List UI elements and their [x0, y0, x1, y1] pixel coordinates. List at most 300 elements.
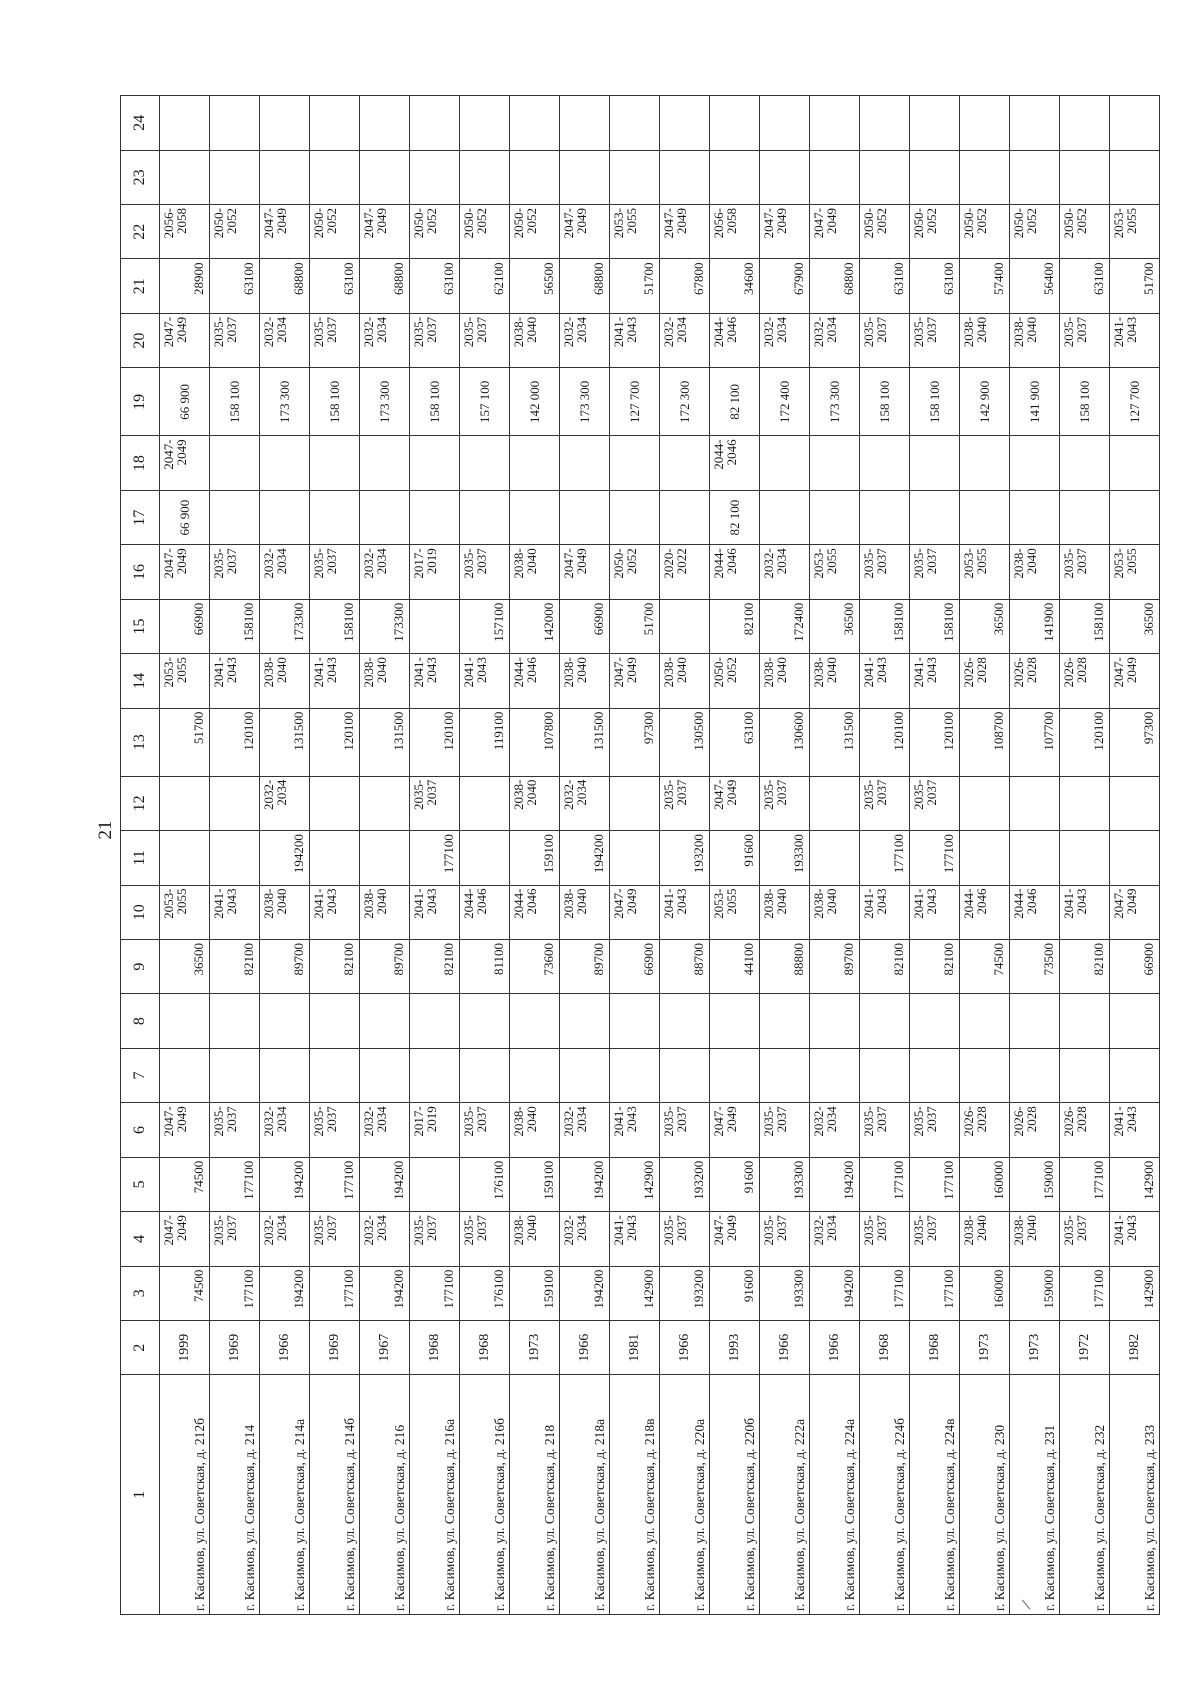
table-cell: 176100: [460, 1157, 510, 1211]
table-cell: 2032-2034: [260, 545, 310, 599]
table-cell: 173 300: [560, 368, 610, 436]
table-cell: [510, 490, 560, 544]
table-cell: 177100: [910, 831, 960, 885]
table-row: [1110, 96, 1160, 1615]
table-cell: 2038-2040: [510, 1103, 560, 1157]
table-cell: [860, 994, 910, 1048]
table-cell: 73500: [1010, 939, 1060, 993]
table-cell: 2035-2037: [860, 1212, 910, 1266]
table-cell: 82 100: [710, 490, 760, 544]
table-cell: 2035-2037: [410, 1212, 460, 1266]
table-cell: 193200: [660, 1157, 710, 1211]
table-cell: [460, 150, 510, 204]
address-cell: г. Касимов, ул. Советская, д. 214: [210, 1375, 260, 1615]
table-cell: 2047-2049: [560, 205, 610, 259]
table-cell: 2050-2052: [910, 205, 960, 259]
table-cell: 2047-2049: [160, 313, 210, 367]
table-cell: [810, 436, 860, 490]
table-cell: [910, 490, 960, 544]
table-cell: 2032-2034: [360, 1103, 410, 1157]
table-cell: 2044-2046: [960, 885, 1010, 939]
table-cell: 1968: [860, 1321, 910, 1375]
table-cell: [1060, 490, 1110, 544]
table-cell: 68800: [360, 259, 410, 313]
table-row: [560, 96, 610, 1615]
table-cell: 2041-2043: [460, 654, 510, 708]
table-cell: [560, 96, 610, 151]
table-cell: [1110, 1048, 1160, 1102]
table-cell: 2032-2034: [260, 1212, 310, 1266]
table-cell: 34600: [710, 259, 760, 313]
table-cell: 67900: [760, 259, 810, 313]
table-cell: 177100: [1060, 1266, 1110, 1320]
table-cell: [410, 599, 460, 653]
table-cell: [460, 436, 510, 490]
table-cell: 194200: [560, 831, 610, 885]
table-cell: [360, 994, 410, 1048]
table-cell: 1981: [610, 1321, 660, 1375]
table-cell: 89700: [360, 939, 410, 993]
table-cell: 2047-2049: [760, 205, 810, 259]
table-cell: 2053-2055: [1110, 205, 1160, 259]
address-cell: г. Касимов, ул. Советская, д. 232: [1060, 1375, 1110, 1615]
table-cell: 2032-2034: [360, 545, 410, 599]
table-cell: 2041-2043: [410, 885, 460, 939]
table-cell: 2041-2043: [610, 313, 660, 367]
table-cell: 2038-2040: [1010, 545, 1060, 599]
table-cell: 1968: [410, 1321, 460, 1375]
table-cell: 142000: [510, 599, 560, 653]
table-cell: 82100: [210, 939, 260, 993]
table-cell: 2032-2034: [560, 313, 610, 367]
table-cell: [1010, 490, 1060, 544]
table-cell: 63100: [710, 708, 760, 776]
column-header: 22: [121, 205, 160, 259]
table-cell: [1010, 436, 1060, 490]
table-cell: [710, 150, 760, 204]
column-header: 24: [121, 96, 160, 151]
table-cell: 2047-2049: [810, 205, 860, 259]
table-cell: [610, 776, 660, 830]
table-cell: 2047-2049: [160, 1212, 210, 1266]
table-cell: [360, 831, 410, 885]
table-cell: 68800: [810, 259, 860, 313]
column-header: 9: [121, 939, 160, 993]
table-cell: 2035-2037: [210, 1103, 260, 1157]
table-cell: 2032-2034: [810, 313, 860, 367]
table-cell: 1966: [810, 1321, 860, 1375]
table-cell: [1110, 490, 1160, 544]
column-header: 19: [121, 368, 160, 436]
table-cell: 142 900: [960, 368, 1010, 436]
table-cell: 2035-2037: [660, 1103, 710, 1157]
table-cell: 66900: [1110, 939, 1160, 993]
table-cell: [910, 96, 960, 151]
table-cell: 51700: [610, 599, 660, 653]
table-cell: 177100: [410, 1266, 460, 1320]
table-cell: [960, 96, 1010, 151]
table-cell: [860, 436, 910, 490]
table-cell: [510, 150, 560, 204]
table-cell: 66 900: [160, 490, 210, 544]
table-cell: 193300: [760, 1266, 810, 1320]
column-header: 20: [121, 313, 160, 367]
table-cell: [460, 490, 510, 544]
page-number: 21: [95, 820, 116, 840]
table-cell: 2041-2043: [1110, 1103, 1160, 1157]
table-cell: [910, 1048, 960, 1102]
table-cell: 63100: [310, 259, 360, 313]
table-cell: 2026-2028: [1010, 1103, 1060, 1157]
table-cell: [1060, 96, 1110, 151]
table-cell: 2035-2037: [660, 776, 710, 830]
table-cell: 2047-2049: [160, 1103, 210, 1157]
table-cell: 1973: [510, 1321, 560, 1375]
table-cell: 120100: [410, 708, 460, 776]
table-cell: 127 700: [610, 368, 660, 436]
table-cell: 2041-2043: [1110, 1212, 1160, 1266]
table-cell: 2032-2034: [560, 776, 610, 830]
table-cell: 2026-2028: [1010, 654, 1060, 708]
table-cell: [160, 96, 210, 151]
table-cell: 2047-2049: [710, 776, 760, 830]
table-cell: [160, 994, 210, 1048]
table-cell: 62100: [460, 259, 510, 313]
table-cell: 2038-2040: [510, 545, 560, 599]
table-cell: 1993: [710, 1321, 760, 1375]
table-cell: [610, 490, 660, 544]
table-cell: [510, 1048, 560, 1102]
table-cell: 91600: [710, 1266, 760, 1320]
table-cell: 2035-2037: [210, 313, 260, 367]
table-cell: [1010, 1048, 1060, 1102]
table-row: [810, 96, 860, 1615]
column-header: 17: [121, 490, 160, 544]
table-cell: 2044-2046: [710, 313, 760, 367]
table-cell: 66900: [610, 939, 660, 993]
table-cell: 2050-2052: [1060, 205, 1110, 259]
column-header: 15: [121, 599, 160, 653]
table-cell: 2044-2046: [460, 885, 510, 939]
table-cell: [160, 776, 210, 830]
table-cell: [760, 1048, 810, 1102]
table-cell: 176100: [460, 1266, 510, 1320]
table-row: [710, 96, 760, 1615]
column-header: 11: [121, 831, 160, 885]
column-header: 21: [121, 259, 160, 313]
table-cell: 2035-2037: [460, 1212, 510, 1266]
table-cell: [1110, 150, 1160, 204]
table-cell: [210, 150, 260, 204]
table-cell: 2041-2043: [310, 885, 360, 939]
table-cell: 2047-2049: [360, 205, 410, 259]
table-cell: [210, 831, 260, 885]
column-header: 10: [121, 885, 160, 939]
column-header: 12: [121, 776, 160, 830]
table-cell: 2041-2043: [410, 654, 460, 708]
address-cell: г. Касимов, ул. Советская, д. 216а: [410, 1375, 460, 1615]
table-cell: 36500: [960, 599, 1010, 653]
table-cell: 2035-2037: [460, 545, 510, 599]
table-cell: 120100: [1060, 708, 1110, 776]
table-cell: 2032-2034: [560, 1212, 610, 1266]
table-row: [660, 96, 710, 1615]
table-cell: [760, 150, 810, 204]
column-header: 6: [121, 1103, 160, 1157]
table-cell: [310, 1048, 360, 1102]
table-cell: 2050-2052: [610, 545, 660, 599]
table-cell: 63100: [860, 259, 910, 313]
table-cell: [210, 1048, 260, 1102]
table-cell: 2041-2043: [910, 885, 960, 939]
column-header: 5: [121, 1157, 160, 1211]
table-cell: 82100: [310, 939, 360, 993]
table-cell: [610, 831, 660, 885]
column-header: 2: [121, 1321, 160, 1375]
table-cell: 2047-2049: [160, 545, 210, 599]
table-cell: 2038-2040: [260, 885, 310, 939]
table-cell: [810, 1048, 860, 1102]
table-cell: [410, 490, 460, 544]
table-cell: 158100: [310, 599, 360, 653]
address-cell: г. Касимов, ул. Советская, д. 220а: [660, 1375, 710, 1615]
table-cell: 66 900: [160, 368, 210, 436]
column-header: 14: [121, 654, 160, 708]
address-cell: г. Касимов, ул. Советская, д. 218а: [560, 1375, 610, 1615]
table-cell: 2050-2052: [210, 205, 260, 259]
table-cell: [260, 490, 310, 544]
table-cell: [1060, 831, 1110, 885]
table-cell: 2035-2037: [860, 313, 910, 367]
address-cell: г. Касимов, ул. Советская, д. 222а: [760, 1375, 810, 1615]
table-cell: 2035-2037: [310, 313, 360, 367]
table-cell: 141900: [1010, 599, 1060, 653]
column-header: 4: [121, 1212, 160, 1266]
table-cell: [360, 96, 410, 151]
table-cell: 177100: [910, 1157, 960, 1211]
table-cell: [610, 96, 660, 151]
table-cell: 2035-2037: [460, 313, 510, 367]
table-cell: [360, 150, 410, 204]
table-cell: 160000: [960, 1157, 1010, 1211]
table-cell: 194200: [560, 1266, 610, 1320]
table-cell: [960, 436, 1010, 490]
table-cell: 1973: [1010, 1321, 1060, 1375]
table-cell: 2050-2052: [960, 205, 1010, 259]
table-cell: 1966: [660, 1321, 710, 1375]
table-cell: [160, 150, 210, 204]
table-cell: 2035-2037: [760, 1103, 810, 1157]
table-cell: 2038-2040: [260, 654, 310, 708]
table-cell: 131500: [810, 708, 860, 776]
table-cell: 177100: [1060, 1157, 1110, 1211]
table-cell: [560, 436, 610, 490]
table-cell: 120100: [910, 708, 960, 776]
table-cell: 89700: [560, 939, 610, 993]
table-cell: [860, 96, 910, 151]
table-cell: 159100: [510, 1266, 560, 1320]
table-cell: [1010, 831, 1060, 885]
table-cell: [1060, 436, 1110, 490]
table-cell: 2050-2052: [410, 205, 460, 259]
table-cell: [810, 994, 860, 1048]
table-cell: 2056-2058: [710, 205, 760, 259]
table-cell: [810, 831, 860, 885]
table-cell: [710, 96, 760, 151]
column-header: 3: [121, 1266, 160, 1320]
table-cell: [710, 1048, 760, 1102]
table-cell: 159100: [510, 1157, 560, 1211]
table-cell: 1968: [460, 1321, 510, 1375]
address-cell: г. Касимов, ул. Советская, д. 216: [360, 1375, 410, 1615]
table-cell: 142900: [610, 1266, 660, 1320]
table-row: [360, 96, 410, 1615]
table-cell: [760, 436, 810, 490]
table-cell: 97300: [1110, 708, 1160, 776]
table-cell: [360, 1048, 410, 1102]
table-cell: 173 300: [260, 368, 310, 436]
column-header: 8: [121, 994, 160, 1048]
table-cell: 51700: [160, 708, 210, 776]
table-cell: 2053-2055: [1110, 545, 1160, 599]
table-cell: 131500: [360, 708, 410, 776]
table-cell: [810, 490, 860, 544]
table-cell: 2041-2043: [210, 885, 260, 939]
table-cell: 2047-2049: [660, 205, 710, 259]
table-cell: 127 700: [1110, 368, 1160, 436]
table-cell: 194200: [560, 1157, 610, 1211]
table-cell: 82 100: [710, 368, 760, 436]
table-cell: 120100: [310, 708, 360, 776]
table-row: [160, 96, 210, 1615]
table-cell: 2053-2055: [960, 545, 1010, 599]
table-cell: 2032-2034: [260, 313, 310, 367]
table-cell: 2035-2037: [410, 313, 460, 367]
address-cell: г. Касимов, ул. Советская, д. 212б: [160, 1375, 210, 1615]
table-cell: 2041-2043: [610, 1103, 660, 1157]
table-cell: 2038-2040: [510, 313, 560, 367]
table-row: [860, 96, 910, 1615]
table-cell: 2047-2049: [610, 885, 660, 939]
table-cell: [1010, 96, 1060, 151]
table-cell: 2053-2055: [610, 205, 660, 259]
table-cell: 2035-2037: [1060, 545, 1110, 599]
table-cell: [810, 776, 860, 830]
table-cell: [310, 776, 360, 830]
column-header: 16: [121, 545, 160, 599]
table-cell: 158100: [210, 599, 260, 653]
table-cell: [260, 994, 310, 1048]
table-cell: [410, 96, 460, 151]
table-cell: 2038-2040: [960, 1212, 1010, 1266]
table-row: [510, 96, 560, 1615]
table-cell: 89700: [260, 939, 310, 993]
table-cell: 177100: [910, 1266, 960, 1320]
table-cell: 173 300: [810, 368, 860, 436]
table-cell: [1110, 831, 1160, 885]
table-cell: 159000: [1010, 1266, 1060, 1320]
table-cell: 194200: [260, 1157, 310, 1211]
table-cell: 2053-2055: [710, 885, 760, 939]
table-cell: [160, 831, 210, 885]
table-cell: 193300: [760, 831, 810, 885]
address-cell: г. Касимов, ул. Советская, д. 220б: [710, 1375, 760, 1615]
table-cell: 82100: [910, 939, 960, 993]
table-cell: [360, 436, 410, 490]
table-cell: [410, 1048, 460, 1102]
table-cell: 2041-2043: [1060, 885, 1110, 939]
table-cell: 120100: [210, 708, 260, 776]
table-cell: [210, 994, 260, 1048]
table-cell: 2026-2028: [1060, 1103, 1110, 1157]
table-cell: 63100: [910, 259, 960, 313]
table-cell: 2038-2040: [510, 1212, 560, 1266]
table-cell: [960, 1048, 1010, 1102]
table-cell: 2032-2034: [760, 545, 810, 599]
table-cell: 172400: [760, 599, 810, 653]
table-cell: 81100: [460, 939, 510, 993]
table-cell: [510, 96, 560, 151]
table-viewport: [120, 95, 1157, 1615]
table-cell: 2035-2037: [860, 776, 910, 830]
table-cell: 1968: [910, 1321, 960, 1375]
table-cell: 2041-2043: [860, 654, 910, 708]
table-cell: 57400: [960, 259, 1010, 313]
table-cell: 66900: [560, 599, 610, 653]
table-cell: 2026-2028: [1060, 654, 1110, 708]
table-cell: 158100: [1060, 599, 1110, 653]
table-cell: [760, 490, 810, 544]
table-cell: [960, 150, 1010, 204]
address-cell: г. Касимов, ул. Советская, д. 216б: [460, 1375, 510, 1615]
table-cell: 107700: [1010, 708, 1060, 776]
table-row: [210, 96, 260, 1615]
table-cell: 2035-2037: [760, 1212, 810, 1266]
table-cell: 36500: [810, 599, 860, 653]
table-cell: [210, 776, 260, 830]
table-cell: 194200: [260, 831, 310, 885]
table-cell: 2047-2049: [1110, 885, 1160, 939]
table-cell: 63100: [410, 259, 460, 313]
address-cell: г. Касимов, ул. Советская, д. 224б: [860, 1375, 910, 1615]
table-cell: 2056-2058: [160, 205, 210, 259]
table-cell: 2035-2037: [910, 313, 960, 367]
table-cell: 157 100: [460, 368, 510, 436]
table-cell: 2032-2034: [660, 313, 710, 367]
table-cell: 82100: [710, 599, 760, 653]
table-cell: 63100: [1060, 259, 1110, 313]
table-cell: 74500: [960, 939, 1010, 993]
table-cell: [610, 436, 660, 490]
table-cell: 1967: [360, 1321, 410, 1375]
table-cell: 177100: [310, 1266, 360, 1320]
table-cell: 158100: [910, 599, 960, 653]
table-cell: 82100: [410, 939, 460, 993]
table-row: [460, 96, 510, 1615]
table-cell: 2044-2046: [510, 654, 560, 708]
table-row: [1010, 96, 1060, 1615]
table-cell: [460, 1048, 510, 1102]
table-cell: [260, 1048, 310, 1102]
table-cell: [410, 994, 460, 1048]
table-cell: 2053-2055: [160, 885, 210, 939]
table-cell: 2038-2040: [810, 885, 860, 939]
table-cell: 2041-2043: [310, 654, 360, 708]
table-cell: [260, 436, 310, 490]
table-cell: 158 100: [910, 368, 960, 436]
table-cell: 1973: [960, 1321, 1010, 1375]
table-cell: 130500: [660, 708, 710, 776]
